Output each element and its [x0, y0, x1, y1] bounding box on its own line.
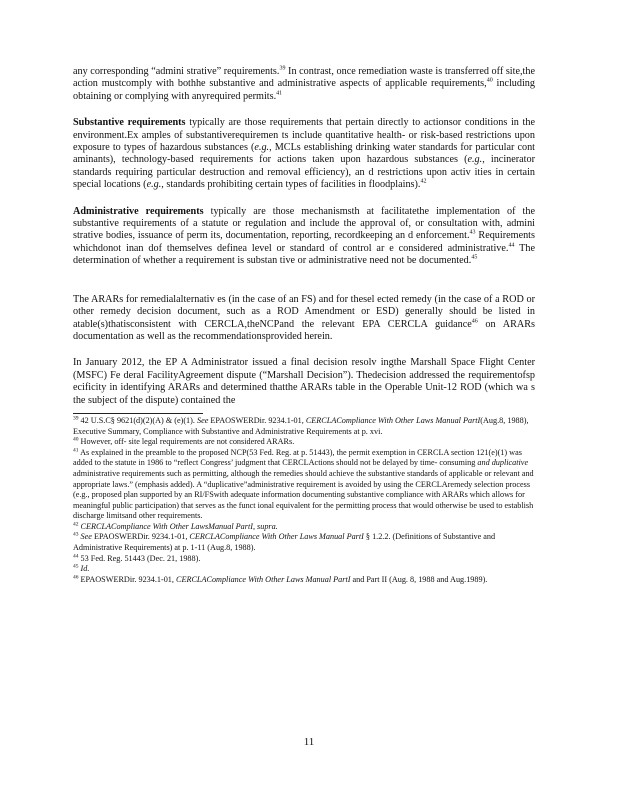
- term-administrative-requirements: Administrative requirements: [73, 205, 204, 217]
- footnote-46: $^{46}$ EPAOSWERDir. 9234.1-01, CERCLACompliance With Other Laws Manual PartI and Part II (Aug. 8, 1988 and Aug.1989).: [73, 574, 488, 584]
- footnote-43: $^{43}$ See EPAOSWERDir. 9234.1-01, CERCLACompliance With Other Laws Manual PartI § 1.2.2. (Definitions of Substantive and Administrative Requirements) at p. 1-11 (Aug.8, 1988).: [73, 531, 496, 553]
- paragraph-arars-table: The ARARs for remedialalternativ es (in the case of an FS) and for thesel ected remedy (in the case of a ROD or other remedy decision document, such as a ROD Amendment or ESD) generally should be listed in atable(s)thatisconsistent with CERCLA,theNCPand the relevant EPA CERCLA guidance$^{46}$ on ARARs documentation as well as the recommendationsprovided herein.: [73, 293, 535, 342]
- footnote-ref: 42: [420, 178, 427, 185]
- footnote-45: $^{45}$ Id.: [73, 563, 90, 574]
- footnote-ref: 39: [279, 65, 286, 72]
- footnote-44: $^{44}$ 53 Fed. Reg. 51443 (Dec. 21, 1988).: [73, 552, 201, 563]
- paragraph-administrative-requirements: Administrative requirements typically are those mechanismsth at facilitatethe implementation of the substantive requirements of a statute or regulation and include the approval of, or consultation with, admini strative bodies, issuance of perm its, documentation, reporting, recordkeeping an d enforcement.$^{43}$ Requirements whichdonot inan dof themselves definea level or standard of control ar e considered administrative.$^{44}$ The determination of whether a requirement is substan tive or administrative need not be documented.$^{45}$: [73, 205, 536, 267]
- footnote-ref: 46: [471, 318, 478, 325]
- footnote-39: $^{39}$ 42 U.S.C§ 9621(d)(2)(A) & (e)(1). See EPAOSWERDir. 9234.1-01, CERCLACompliance With Other Laws Manual PartI(Aug.8, 1988), Executive Summary, Compliance with Substantive and Administrative Requirements at p. xvi.: [73, 415, 529, 436]
- page-number: 11: [303, 736, 315, 748]
- footnote-ref: 44: [508, 242, 515, 249]
- term-substantive-requirements: Substantive requirements: [73, 117, 186, 129]
- footnote-41: $^{41}$ As explained in the preamble to the proposed NCP(53 Fed. Reg. at p. 51443), the permit exemption in CERCLA section 121(e)(1) was added to the statute in 1986 to “reflect Congress’ judgment that CERCLActions should not be delayed by time- consuming and duplicative administrative requirements such as permitting, although the remedies should achieve the substantive standards of applicable or relevant and appropriate laws.” (emphasis added). A “duplicative”administrative requirement is avoided by using the CERCLAremedy selection process (e.g., proposed plan supported by an RI/FSwith adequate information documenting substantive compliance with ARARs which allows for meaningful public participation) that serves as the funct ional equivalent for the permitting process that would otherwise be used to establish discharge limitsand other requirements.: [73, 446, 534, 521]
- footnote-ref: 40: [486, 78, 493, 85]
- footnote-ref: 45: [471, 254, 478, 261]
- footnote-separator: [73, 413, 203, 414]
- footnote-ref: 43: [469, 230, 476, 237]
- footnote-42: $^{42}$ CERCLACompliance With Other LawsManual PartI, supra.: [73, 521, 278, 531]
- paragraph-marshall-decision: In January 2012, the EP A Administrator issued a final decision resolv ingthe Marshall Space Flight Center (MSFC) Fe deral FacilityAgreement dispute (“Marshall Decision”). Thedecision addressed the requirementofsp ecificity in identifying ARARs and determined thatthe ARARs table in the Operable Unit-12 ROD (which wa s the subject of the dispute) contained the: [73, 357, 535, 406]
- footnote-40: $^{40}$ However, off- site legal requirements are not considered ARARs.: [73, 436, 295, 447]
- footnote-ref: 41: [276, 90, 283, 97]
- paragraph-substantive-requirements: Substantive requirements typically are those requirements that pertain directly to actionsor conditions in the environment.Ex amples of substantiverequiremen ts include quantitative health- or risk-based restrictions upon exposure to types of hazardous substances (e.g., MCLs establishing drinking water standards for particular cont aminants), technology-based requirements for actions taken upon hazardous substances (e.g., incinerator standards requiring particular destruction and removal efficiency), an d restrictions upon activ ities in certain special locations (e.g., standards prohibiting certain types of facilities in floodplains).$^{42}$: [73, 117, 536, 191]
- document-page: [73, 66, 535, 585]
- paragraph-remediation-waste: any corresponding “admini strative” requirements.$^{39}$ In contrast, once remediation waste is transferred off site,the action mustcomply with bothhe substantive and administrative aspects of applicable requirements,$^{40}$ including obtaining or complying with anyrequired permits.$^{41}$: [73, 65, 535, 102]
